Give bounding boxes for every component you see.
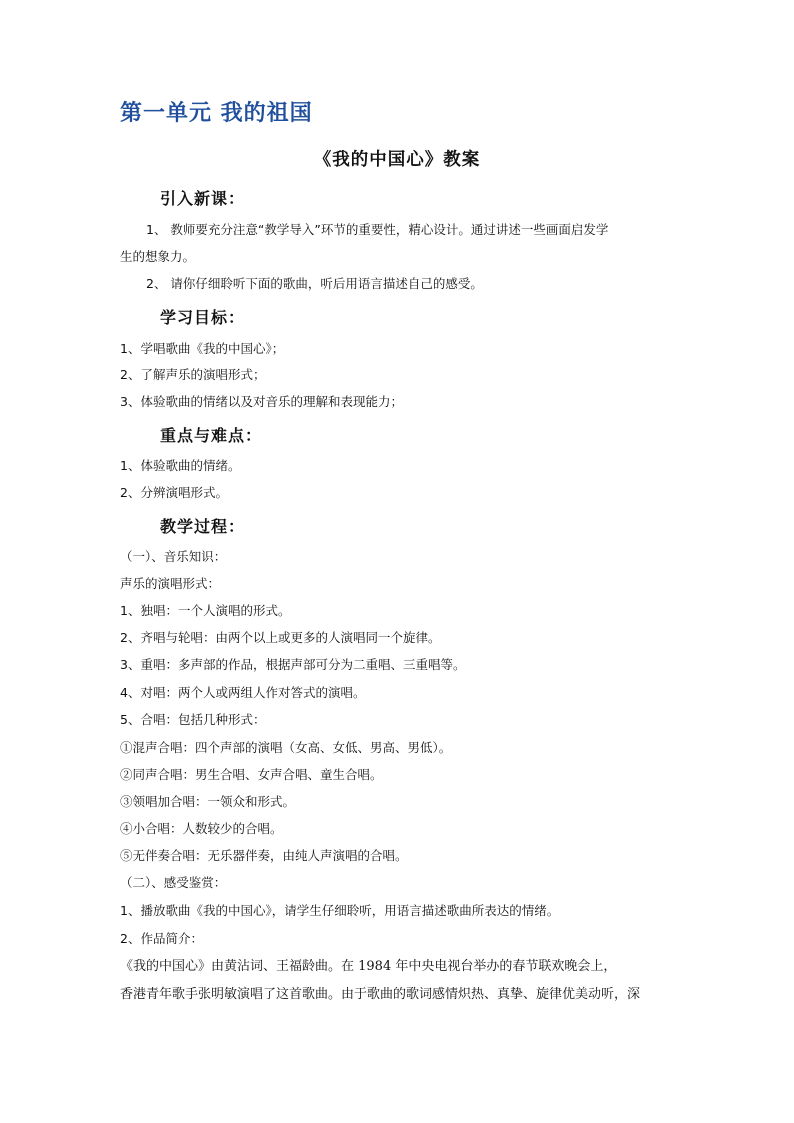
section-heading-process: 教学过程： bbox=[160, 517, 246, 536]
vocal-form-item: 4、对唱：两个人或两组人作对答式的演唱。 bbox=[120, 685, 366, 700]
vocal-forms-intro: 声乐的演唱形式： bbox=[120, 576, 221, 591]
intro-item-1-line-2: 生的想象力。 bbox=[120, 249, 196, 264]
goal-item: 2、了解声乐的演唱形式； bbox=[120, 367, 266, 382]
unit-title: 第一单元 我的祖国 bbox=[120, 100, 313, 126]
intro-item-2: 2、 请你仔细聆听下面的歌曲，听后用语言描述自己的感受。 bbox=[146, 276, 483, 291]
chorus-type-item: ⑤无伴奏合唱：无乐器伴奏，由纯人声演唱的合唱。 bbox=[120, 848, 408, 863]
intro-item-1-line-1: 1、 教师要充分注意“教学导入”环节的重要性，精心设计。通过讲述一些画面启发学 bbox=[146, 222, 609, 237]
goal-item: 3、体验歌曲的情绪以及对音乐的理解和表现能力； bbox=[120, 394, 403, 409]
vocal-form-item: 1、独唱：一个人演唱的形式。 bbox=[120, 603, 291, 618]
vocal-form-item: 2、齐唱与轮唱：由两个以上或更多的人演唱同一个旋律。 bbox=[120, 630, 441, 645]
work-intro-line-2: 香港青年歌手张明敏演唱了这首歌曲。由于歌曲的歌词感情炽热、真挚、旋律优美动听，深 bbox=[120, 987, 641, 1002]
section-heading-key-points: 重点与难点： bbox=[160, 426, 263, 445]
document-title: 《我的中国心》教案 bbox=[313, 150, 481, 170]
process-part-1-title: （一）、音乐知识： bbox=[120, 549, 227, 564]
appreciation-item-1: 1、播放歌曲《我的中国心》，请学生仔细聆听，用语言描述歌曲所表达的情绪。 bbox=[120, 903, 560, 918]
work-intro-line-1: 《我的中国心》由黄沾词、王福龄曲。在 1984 年中央电视台举办的春节联欢晚会上， bbox=[120, 959, 617, 974]
chorus-type-item: ③领唱加合唱：一领众和形式。 bbox=[120, 794, 296, 809]
vocal-form-item: 5、合唱：包括几种形式： bbox=[120, 712, 266, 727]
goal-item: 1、学唱歌曲《我的中国心》； bbox=[120, 341, 285, 356]
vocal-form-item: 3、重唱：多声部的作品，根据声部可分为二重唱、三重唱等。 bbox=[120, 657, 466, 672]
section-heading-intro: 引入新课： bbox=[160, 189, 246, 208]
appreciation-item-2: 2、作品简介： bbox=[120, 931, 203, 946]
chorus-type-item: ④小合唱：人数较少的合唱。 bbox=[120, 821, 283, 836]
key-point-item: 2、分辨演唱形式。 bbox=[120, 485, 228, 500]
chorus-type-item: ①混声合唱：四个声部的演唱（女高、女低、男高、男低）。 bbox=[120, 740, 452, 755]
key-point-item: 1、体验歌曲的情绪。 bbox=[120, 458, 241, 473]
process-part-2-title: （二）、感受鉴赏： bbox=[120, 875, 227, 890]
section-heading-goals: 学习目标： bbox=[160, 308, 246, 327]
chorus-type-item: ②同声合唱：男生合唱、女声合唱、童生合唱。 bbox=[120, 767, 383, 782]
